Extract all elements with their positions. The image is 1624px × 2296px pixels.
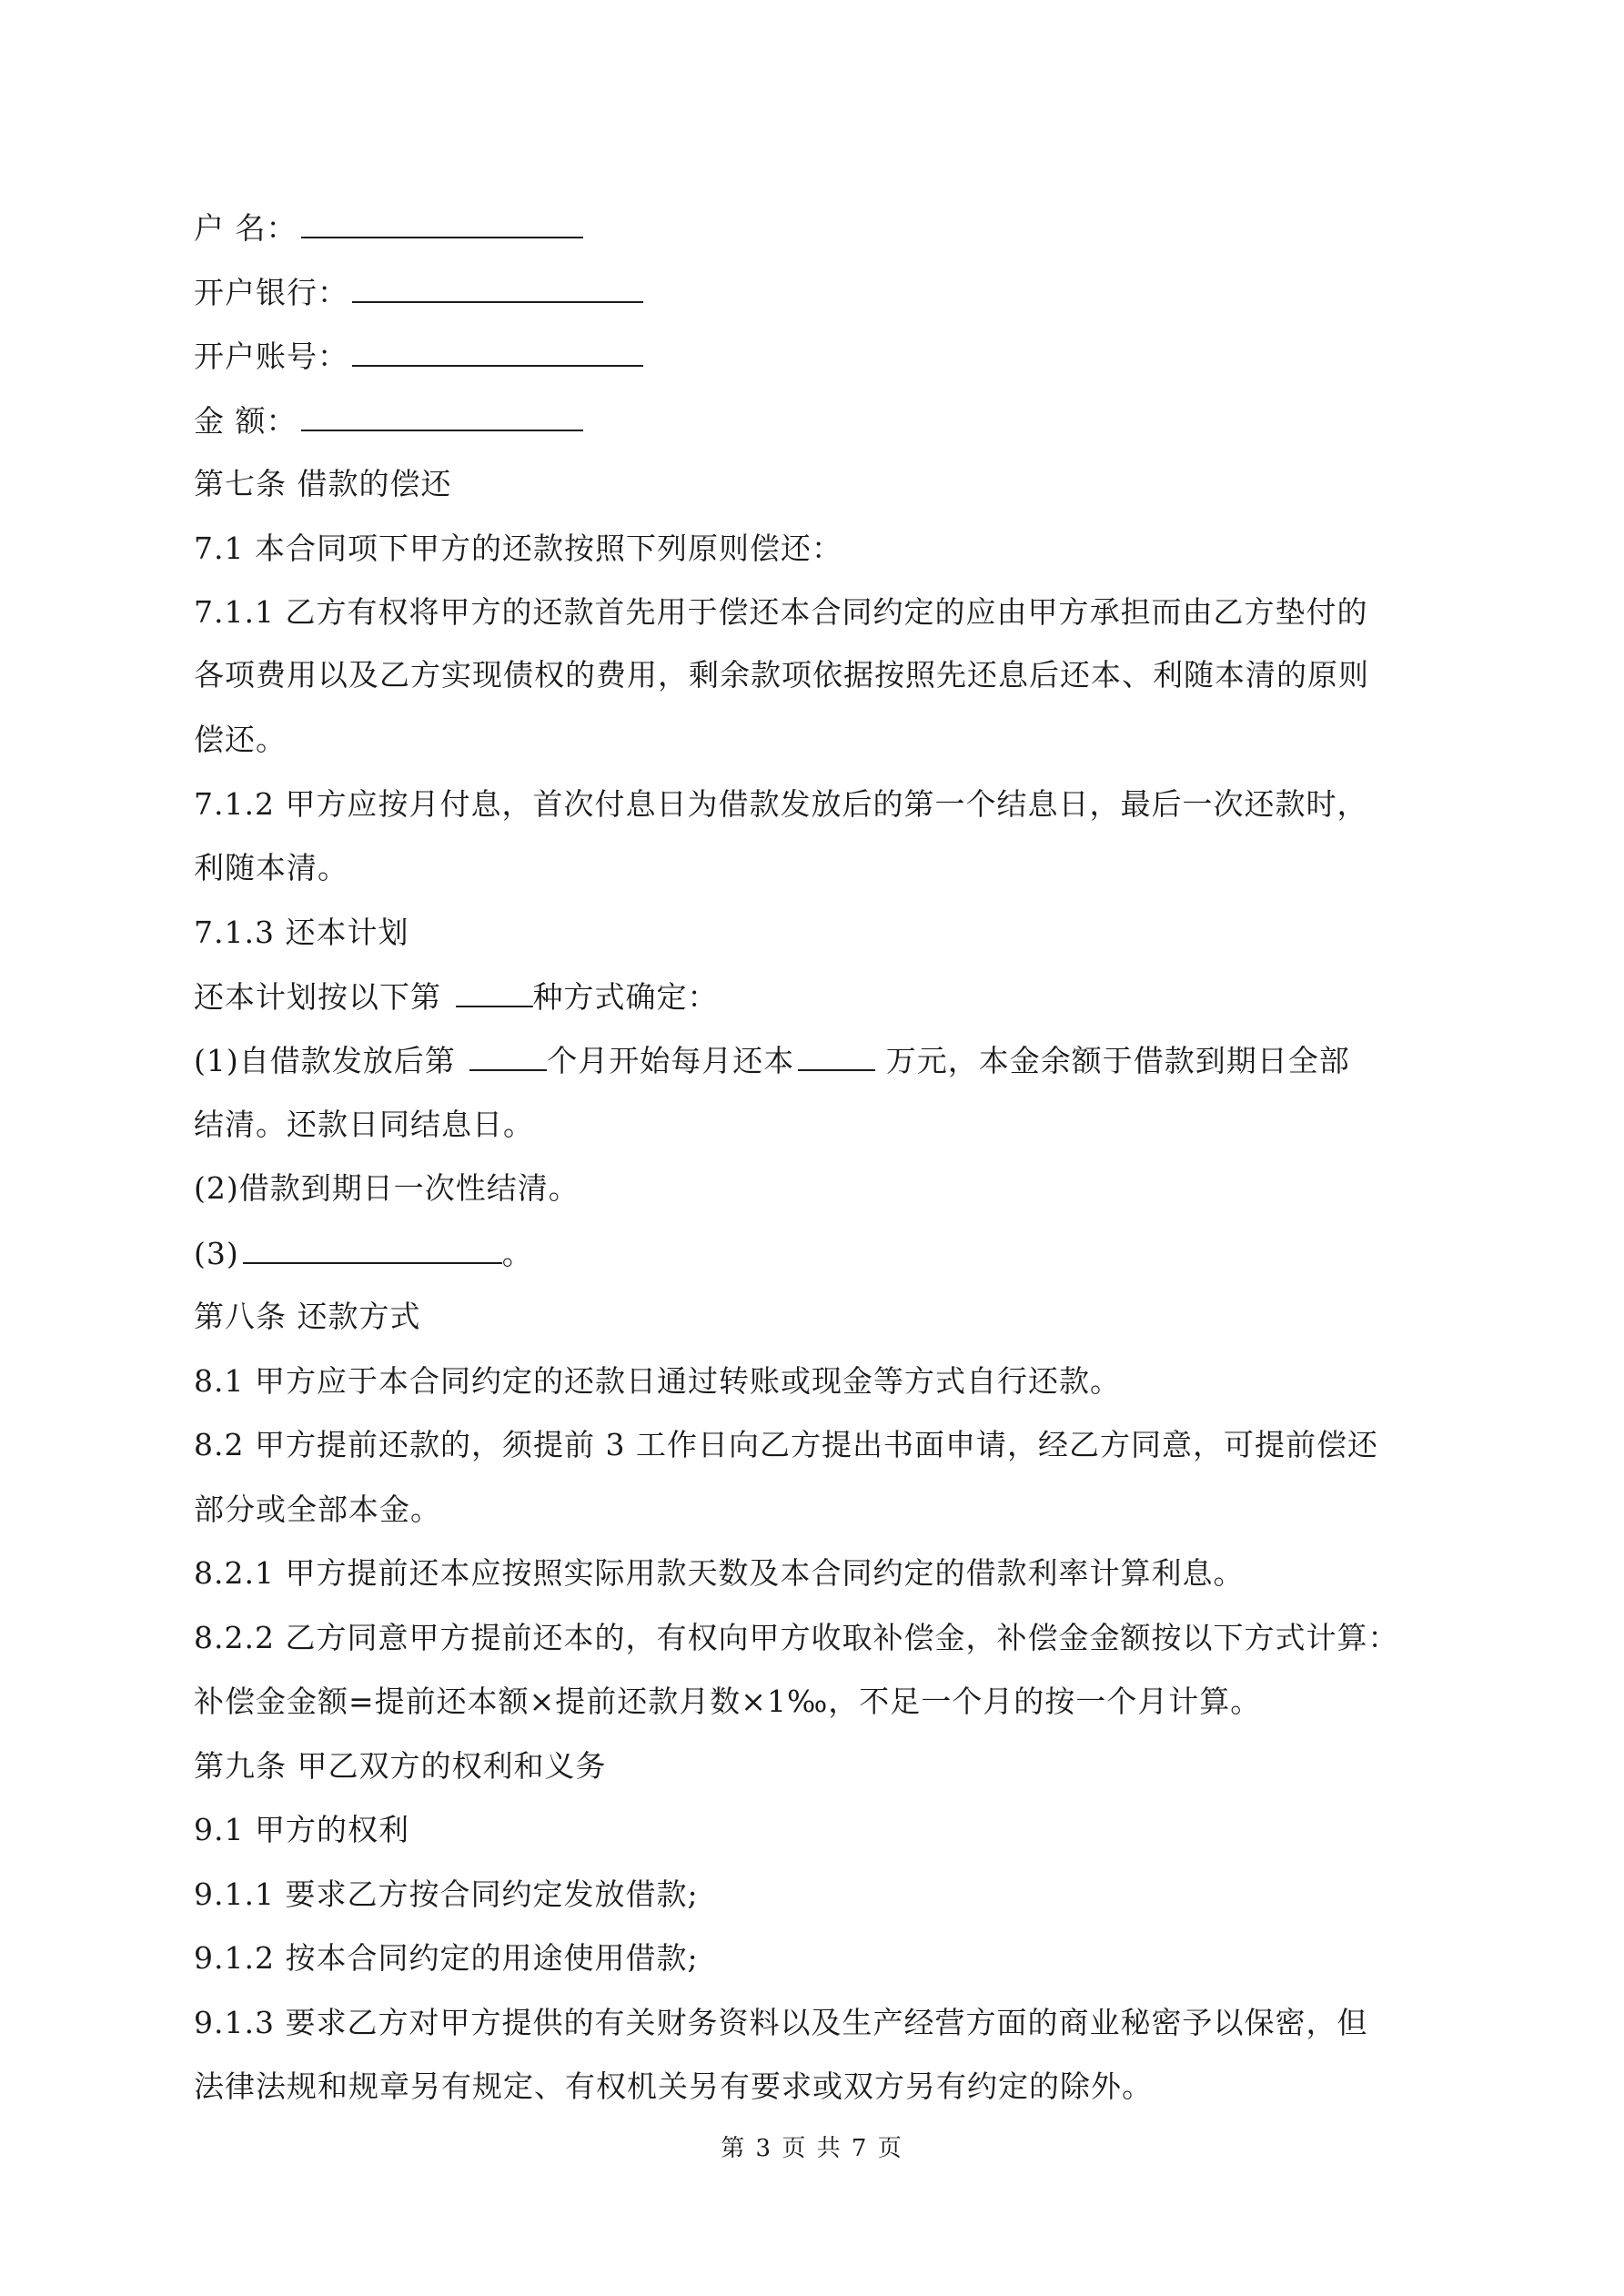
p8-2-b: 部分或全部本金。: [194, 1492, 441, 1527]
p9-1-3-a: 9.1.3 要求乙方对甲方提供的有关财务资料以及生产经营方面的商业秘密予以保密，但: [194, 2005, 1368, 2040]
p8-2-2-b: 补偿金金额=提前还本额×提前还款月数×1‰，不足一个月的按一个月计算。: [194, 1684, 1262, 1719]
opt1-month-blank: [469, 1042, 547, 1071]
bank-blank: [352, 274, 643, 303]
opt3-blank: [243, 1235, 502, 1264]
opt2-line: (2)借款到期日一次性结清。: [194, 1170, 580, 1206]
p7-1-1-a: 7.1.1 乙方有权将甲方的还款首先用于偿还本合同约定的应由甲方承担而由乙方垫付的: [194, 594, 1368, 630]
p7-1-1-c: 偿还。: [194, 722, 287, 757]
p8-2-2-a: 8.2.2 乙方同意甲方提前还本的，有权向甲方收取补偿金，补偿金金额按以下方式计算：: [194, 1620, 1399, 1655]
plan-line: [194, 978, 1449, 1016]
opt1-amount-blank: [798, 1042, 875, 1071]
opt3-suffix: 。: [501, 1236, 533, 1271]
p8-2-a: 8.2 甲方提前还款的，须提前 3 工作日向乙方提出书面申请，经乙方同意，可提前偿还: [194, 1427, 1378, 1462]
amount-blank: [301, 402, 583, 431]
p7-1-1-b: 各项费用以及乙方实现债权的费用，剩余款项依据按照先还息后还本、利随本清的原则: [194, 657, 1369, 693]
opt3-prefix: (3): [194, 1236, 239, 1271]
article8-heading: 第八条 还款方式: [194, 1299, 421, 1334]
p9-1-2: 9.1.2 按本合同约定的用途使用借款;: [194, 1940, 699, 1976]
bank-line: [194, 274, 1449, 311]
account-no-line: [194, 338, 1449, 375]
bank-label: 开户银行：: [194, 275, 348, 310]
opt1-prefix: (1)自借款发放后第: [194, 1043, 467, 1078]
p7-1: 7.1 本合同项下甲方的还款按照下列原则偿还：: [194, 531, 842, 566]
p8-2-1: 8.2.1 甲方提前还本应按照实际用款天数及本合同约定的借款利率计算利息。: [194, 1555, 1245, 1591]
amount-line: [194, 402, 1449, 440]
opt3-line: [194, 1235, 1449, 1272]
opt1-line-b: 结清。还款日同结息日。: [194, 1107, 534, 1142]
p7-1-3: 7.1.3 还本计划: [194, 915, 409, 950]
account-no-blank: [352, 338, 643, 367]
plan-blank: [456, 978, 533, 1007]
page-footer: 第 3 页 共 7 页: [721, 2135, 903, 2162]
p8-1: 8.1 甲方应于本合同约定的还款日通过转账或现金等方式自行还款。: [194, 1363, 1121, 1399]
p9-1: 9.1 甲方的权利: [194, 1812, 409, 1847]
account-name-blank: [301, 209, 583, 238]
plan-prefix: 还本计划按以下第: [194, 979, 452, 1015]
p9-1-1: 9.1.1 要求乙方按合同约定发放借款;: [194, 1876, 699, 1912]
article7-heading: 第七条 借款的偿还: [194, 466, 452, 501]
amount-label: 金 额：: [194, 403, 298, 439]
article9-heading: 第九条 甲乙双方的权利和义务: [194, 1748, 607, 1784]
p7-1-2-a: 7.1.2 甲方应按月付息，首次付息日为借款发放后的第一个结息日，最后一次还款时，: [194, 786, 1368, 822]
account-name-label: 户 名：: [194, 210, 298, 246]
account-no-label: 开户账号：: [194, 339, 348, 374]
opt1-line-a: [194, 1042, 1449, 1079]
p7-1-2-b: 利随本清。: [194, 850, 348, 885]
opt1-suffix: 万元，本金余额于借款到期日全部: [875, 1043, 1350, 1078]
p9-1-3-b: 法律法规和规章另有规定、有权机关另有要求或双方另有约定的除外。: [194, 2068, 1153, 2104]
account-name-line: [194, 209, 1449, 247]
opt1-mid: 个月开始每月还本: [547, 1043, 795, 1078]
plan-suffix: 种方式确定：: [532, 979, 719, 1015]
